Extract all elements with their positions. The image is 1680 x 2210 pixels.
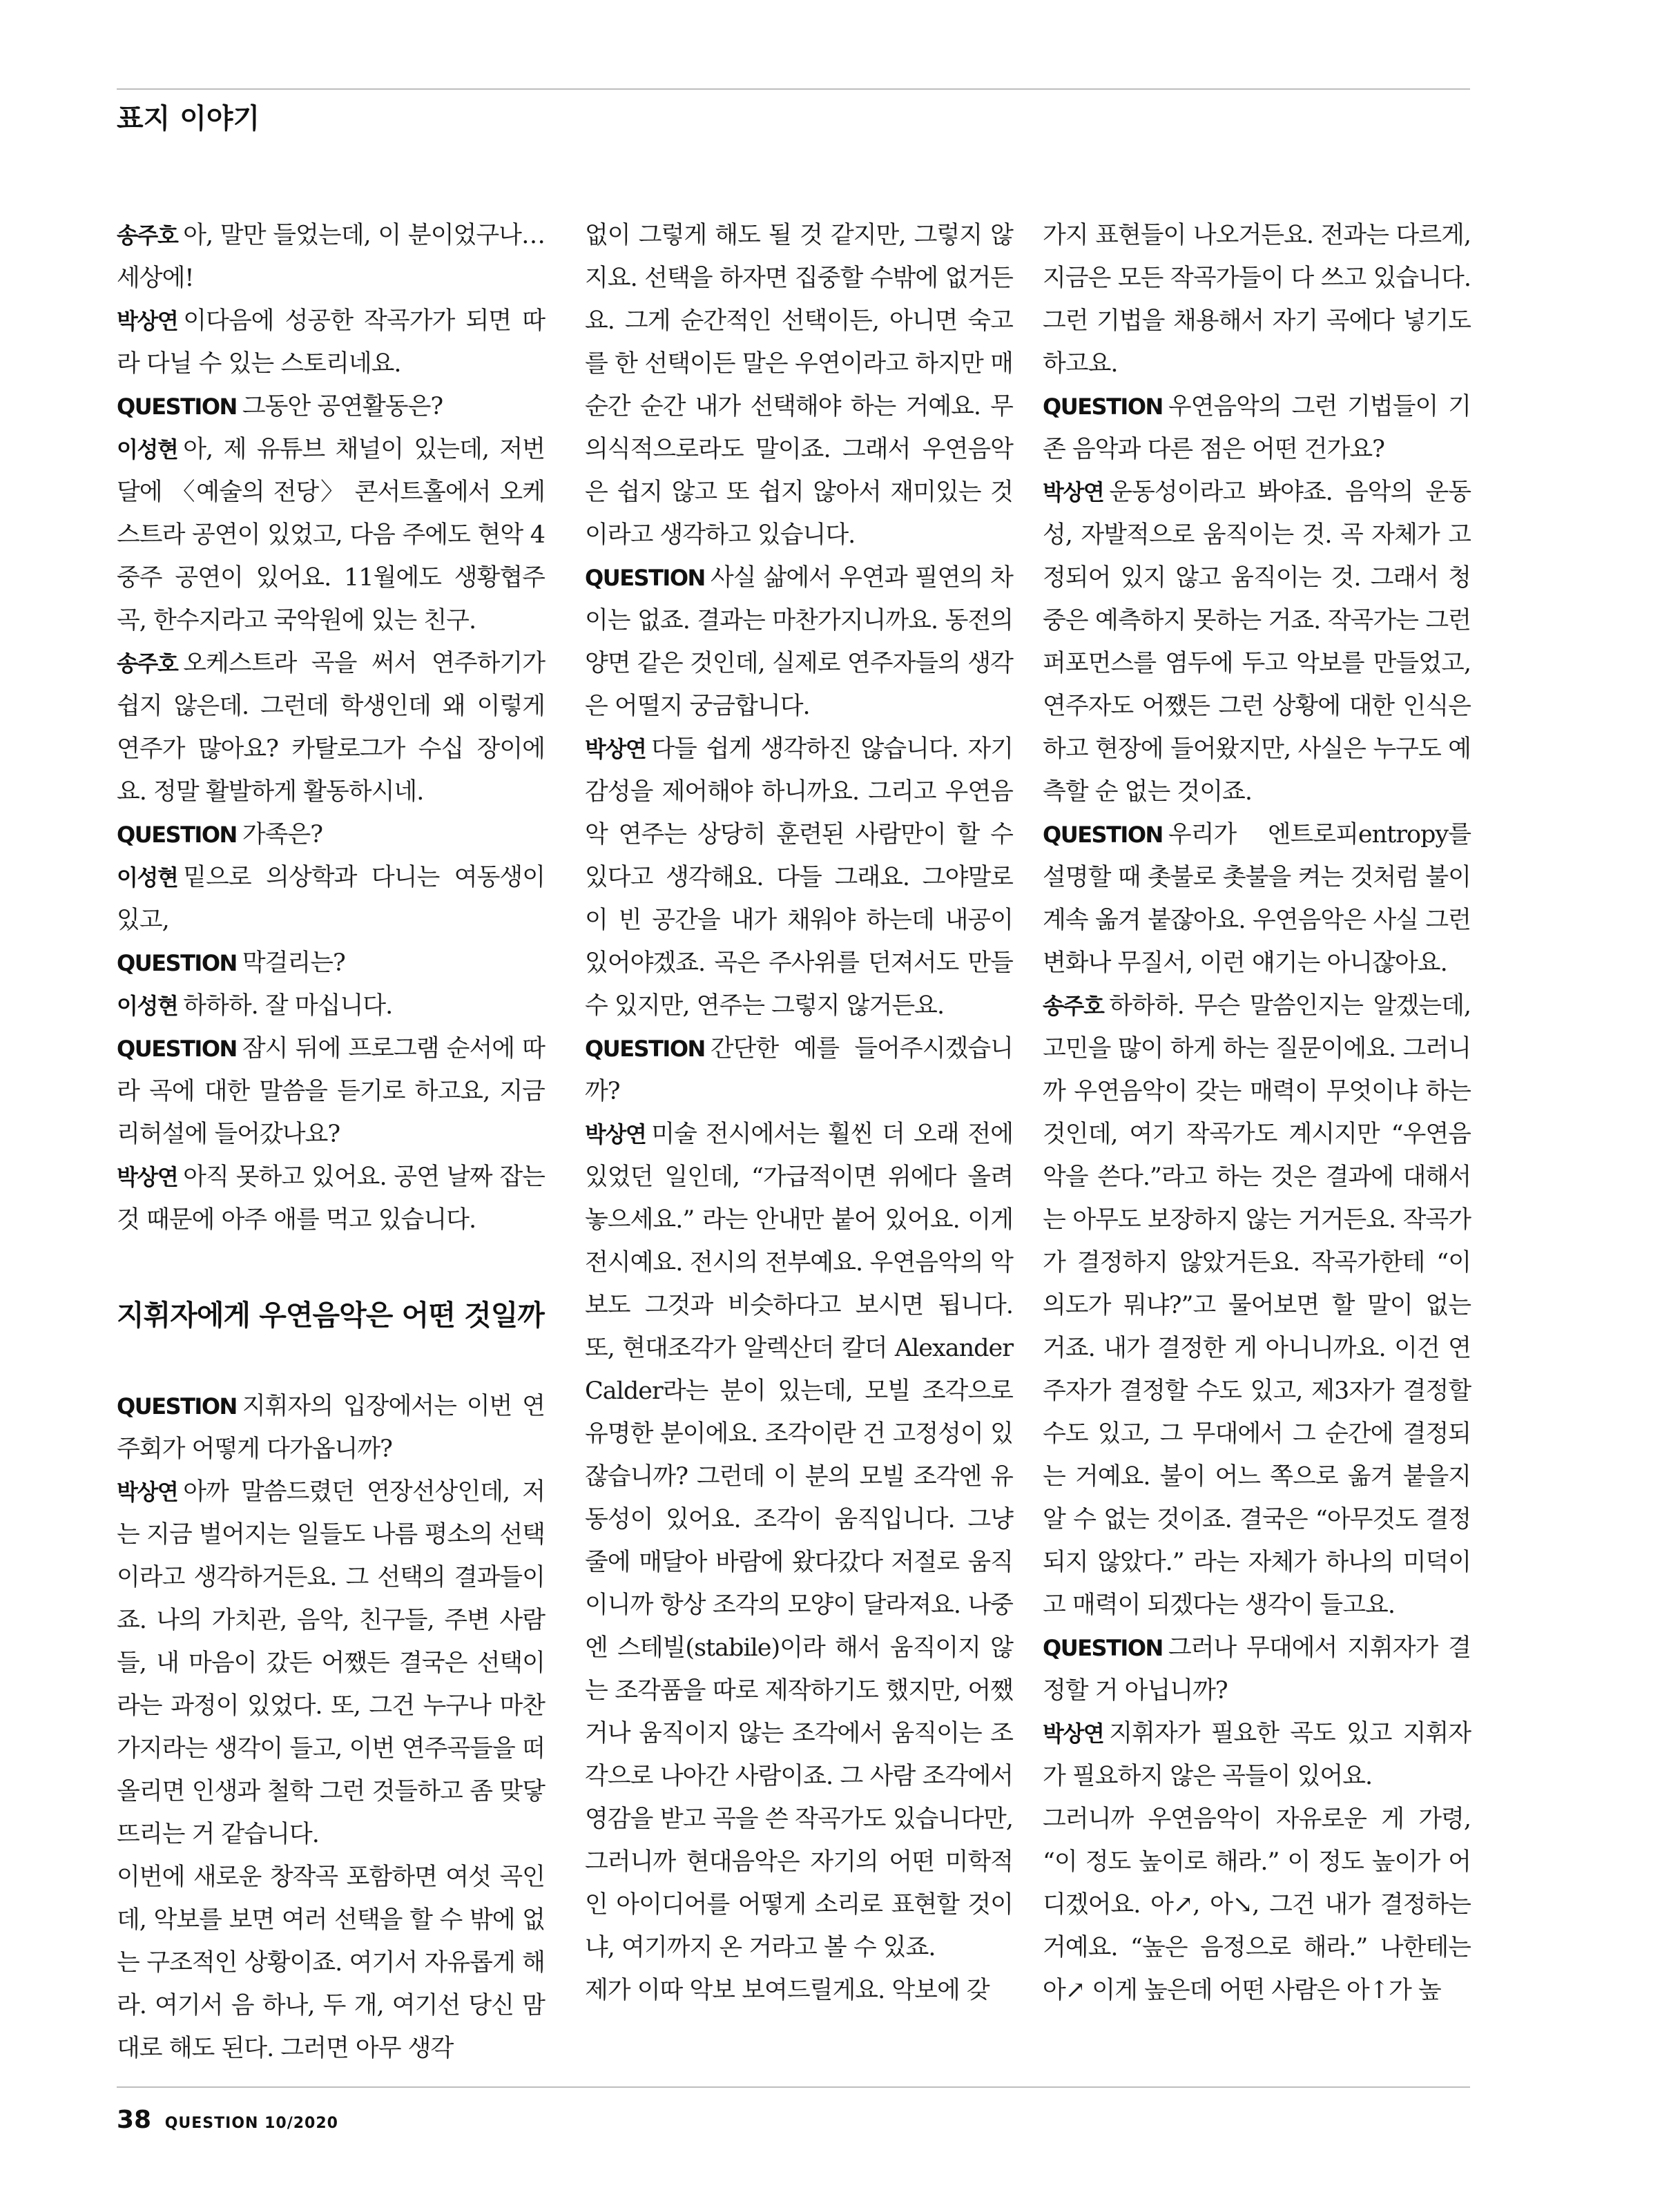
text-column-1 [117,214,545,2070]
interview-paragraph [585,728,1013,1027]
interview-paragraph [117,1471,545,1856]
interview-paragraph [1043,1798,1471,2012]
interview-paragraph [1043,1712,1471,1798]
speaker-name: 송주호 [117,222,178,249]
paragraph-text: 오케스트라 곡을 써서 연주하기가 쉽지 않은데. 그런데 학생인데 왜 이렇게 연주가 많아요? 카탈로그가 수십 장이에요. 정말 활발하게 활동하시네. [117,650,545,806]
interview-paragraph [117,1027,545,1156]
paragraph-text: 지휘자가 필요한 곡도 있고 지휘자가 필요하지 않은 곡들이 있어요. [1043,1720,1471,1790]
interview-paragraph [1043,214,1471,385]
paragraph-text: 우리가 엔트로피entropy를 설명할 때 촛불로 촛불을 켜는 것처럼 불이 계속 옮겨 붙잖아요. 우연음악은 사실 그런 변화나 무질서, 이런 얘기는 아니잖아요. [1043,821,1471,977]
interview-paragraph [117,1385,545,1471]
interview-paragraph [117,942,545,985]
paragraph-text: 아직 못하고 있어요. 공연 날짜 잡는 것 때문에 아주 애를 먹고 있습니다. [117,1163,545,1234]
interview-paragraph [585,1969,1013,2012]
text-column-2 [585,214,1013,2012]
text-column-3 [1043,214,1471,2012]
speaker-name: 송주호 [117,650,178,677]
interview-paragraph [117,856,545,942]
section-heading: 지휘자에게 우연음악은 어떤 것일까 [117,1299,544,1332]
interview-paragraph [585,214,1013,556]
interview-paragraph [117,300,545,385]
paragraph-text: 그러나 무대에서 지휘자가 결정할 거 아닙니까? [1043,1634,1471,1705]
header-rule [117,88,1470,90]
speaker-name: 박상연 [1043,479,1104,505]
speaker-name: 이성현 [117,864,178,891]
paragraph-text: 이다음에 성공한 작곡가가 되면 따라 다닐 수 있는 스토리네요. [117,307,545,378]
paragraph-text: 이번에 새로운 창작곡 포함하면 여섯 곡인데, 악보를 보면 여러 선택을 할 수 밖에 없는 구조적인 상황이죠. 여기서 자유롭게 해라. 여기서 음 하나, 두 개, 여기선 당신 맘대로 해도 된다. 그러면 아무 생각 [117,1863,545,2062]
footer-rule [117,2086,1470,2088]
paragraph-text: 아, 제 유튜브 채널이 있는데, 저번 달에 〈예술의 전당〉 콘서트홀에서 오케스트라 공연이 있었고, 다음 주에도 현악 4중주 공연이 있어요. 11월에도 생황협주곡, 한수지라고 국악원에 있는 친구. [117,436,545,634]
paragraph-text: 사실 삶에서 우연과 필연의 차이는 없죠. 결과는 마찬가지니까요. 동전의 양면 같은 것인데, 실제로 연주자들의 생각은 어떨지 궁금합니다. [585,564,1013,720]
interview-paragraph [117,1856,545,2070]
speaker-name: 박상연 [585,1121,646,1147]
paragraph-text: 막걸리는? [242,949,345,977]
speaker-name: 박상연 [117,1479,178,1505]
paragraph-text: 지휘자의 입장에서는 이번 연주회가 어떻게 다가옵니까? [117,1393,545,1463]
paragraph-text: 하하하. 무슨 말씀인지는 알겠는데, 고민을 많이 하게 하는 질문이에요. 그러니까 우연음악이 갖는 매력이 무엇이냐 하는 것인데, 여기 작곡가도 계시지만 “우연음악을 쓴다.”라고 하는 것은 결과에 대해서는 아무도 보장하지 않는 거거든요. 작곡가가 결정하지 않았거든요. 작곡가한테 “이 의도가 뭐냐?”고 물어보면 할 말이 없는 거죠. 내가 결정한 게 아니니까요. 이건 연주자가 결정할 수도 있고, 제3자가 결정할 수도 있고, 그 무대에서 그 순간에 결정되는 거예요. 불이 어느 쪽으로 옮겨 붙을지 알 수 없는 것이죠. 결국은 “아무것도 결정되지 않았다.” 라는 자체가 하나의 미덕이고 매력이 되겠다는 생각이 들고요. [1043,992,1471,1619]
page-footer [117,2106,338,2134]
paragraph-text: 잠시 뒤에 프로그램 순서에 따라 곡에 대한 말씀을 듣기로 하고요, 지금 리허설에 들어갔나요? [117,1035,545,1148]
speaker-name: QUESTION [1043,822,1163,848]
paragraph-text: 없이 그렇게 해도 될 것 같지만, 그렇지 않지요. 선택을 하자면 집중할 수밖에 없거든요. 그게 순간적인 선택이든, 아니면 숙고를 한 선택이든 말은 우연이라고 하지만 매순간 순간 내가 선택해야 하는 거예요. 무의식적으로라도 말이죠. 그래서 우연음악은 쉽지 않고 또 쉽지 않아서 재미있는 것이라고 생각하고 있습니다. [585,222,1013,549]
magazine-issue: QUESTION 10/2020 [164,2115,338,2132]
interview-paragraph [585,1027,1013,1113]
interview-paragraph [117,214,545,300]
paragraph-text: 미술 전시에서는 훨씬 더 오래 전에 있었던 일인데, “가급적이면 위에다 올려놓으세요.” 라는 안내만 붙어 있어요. 이게 전시예요. 전시의 전부예요. 우연음악의 악보도 그것과 비슷하다고 보시면 됩니다. 또, 현대조각가 알렉산더 칼더 Alexander Calder라는 분이 있는데, 모빌 조각으로 유명한 분이에요. 조각이란 건 고정성이 있잖습니까? 그런데 이 분의 모빌 조각엔 유동성이 있어요. 조각이 움직입니다. 그냥 줄에 매달아 바람에 왔다갔다 저절로 움직이니까 항상 조각의 모양이 달라져요. 나중엔 스테빌(stabile)이라 해서 움직이지 않는 조각품을 따로 제작하기도 했지만, 어쨌거나 움직이지 않는 조각에서 움직이는 조각으로 나아간 사람이죠. 그 사람 조각에서 영감을 받고 곡을 쓴 작곡가도 있습니다만, 그러니까 현대음악은 자기의 어떤 미학적인 아이디어를 어떻게 소리로 표현할 것이냐, 여기까지 온 거라고 볼 수 있죠. [585,1121,1013,1961]
paragraph-text: 제가 이따 악보 보여드릴게요. 악보에 갖 [585,1977,989,2004]
paragraph-text: 아까 말씀드렸던 연장선상인데, 저는 지금 벌어지는 일들도 나름 평소의 선택이라고 생각하거든요. 그 선택의 결과들이죠. 나의 가치관, 음악, 친구들, 주변 사람들, 내 마음이 갔든 어쨌든 결국은 선택이라는 과정이 있었다. 또, 그건 누구나 마찬가지라는 생각이 들고, 이번 연주곡들을 떠올리면 인생과 철학 그런 것들하고 좀 맞닿뜨리는 거 같습니다. [117,1478,545,1848]
paragraph-text: 그러니까 우연음악이 자유로운 게 가령, “이 정도 높이로 해라.” 이 정도 높이가 어디겠어요. 아↗, 아↘, 그건 내가 결정하는 거예요. “높은 음정으로 해라.” 나한테는 아↗ 이게 높은데 어떤 사람은 아↑가 높 [1043,1805,1471,2004]
speaker-name: QUESTION [117,394,237,420]
interview-paragraph [1043,1627,1471,1712]
paragraph-text: 밑으로 의상학과 다니는 여동생이 있고, [117,864,545,934]
interview-paragraph [117,1156,545,1241]
interview-paragraph [1043,471,1471,813]
paragraph-text: 하하하. 잘 마십니다. [183,992,393,1020]
section-label: 표지 이야기 [117,103,260,135]
interview-paragraph [1043,985,1471,1627]
paragraph-text: 가족은? [242,821,323,849]
speaker-name: QUESTION [117,822,237,848]
interview-paragraph [1043,813,1471,985]
paragraph-text: 그동안 공연활동은? [242,393,443,420]
speaker-name: 박상연 [585,736,646,762]
speaker-name: 박상연 [117,1164,178,1190]
paragraph-text: 간단한 예를 들어주시겠습니까? [585,1035,1013,1105]
paragraph-text: 운동성이라고 봐야죠. 음악의 운동성, 자발적으로 움직이는 것. 곡 자체가 고정되어 있지 않고 움직이는 것. 그래서 청중은 예측하지 못하는 거죠. 작곡가는 그런 퍼포먼스를 염두에 두고 악보를 만들었고, 연주자도 어쨌든 그런 상황에 대한 인식은 하고 현장에 들어왔지만, 사실은 누구도 예측할 순 없는 것이죠. [1043,478,1471,806]
speaker-name: QUESTION [117,1393,237,1419]
interview-paragraph [117,428,545,642]
interview-paragraph [585,556,1013,728]
interview-paragraph [117,985,545,1027]
page-number: 38 [117,2106,152,2134]
speaker-name: QUESTION [585,565,705,591]
speaker-name: QUESTION [117,950,237,976]
interview-paragraph [117,813,545,856]
speaker-name: 이성현 [117,436,178,463]
interview-paragraph [117,642,545,813]
paragraph-text: 우연음악의 그런 기법들이 기존 음악과 다른 점은 어떤 건가요? [1043,393,1471,463]
speaker-name: QUESTION [1043,394,1163,420]
interview-paragraph [585,1113,1013,1969]
interview-paragraph [117,385,545,428]
paragraph-text: 아, 말만 들었는데, 이 분이었구나…세상에! [117,222,545,292]
speaker-name: 박상연 [117,308,178,334]
paragraph-text: 다들 쉽게 생각하진 않습니다. 자기 감성을 제어해야 하니까요. 그리고 우연음악 연주는 상당히 훈련된 사람만이 할 수 있다고 생각해요. 다들 그래요. 그야말로 이 빈 공간을 내가 채워야 하는데 내공이 있어야겠죠. 곡은 주사위를 던져서도 만들 수 있지만, 연주는 그렇지 않거든요. [585,735,1013,1020]
paragraph-text: 가지 표현들이 나오거든요. 전과는 다르게, 지금은 모든 작곡가들이 다 쓰고 있습니다. 그런 기법을 채용해서 자기 곡에다 넣기도 하고요. [1043,222,1471,378]
interview-paragraph [1043,385,1471,471]
speaker-name: QUESTION [1043,1635,1163,1661]
speaker-name: 박상연 [1043,1720,1104,1747]
speaker-name: QUESTION [117,1036,237,1062]
speaker-name: QUESTION [585,1036,705,1062]
speaker-name: 이성현 [117,993,178,1019]
speaker-name: 송주호 [1043,993,1104,1019]
